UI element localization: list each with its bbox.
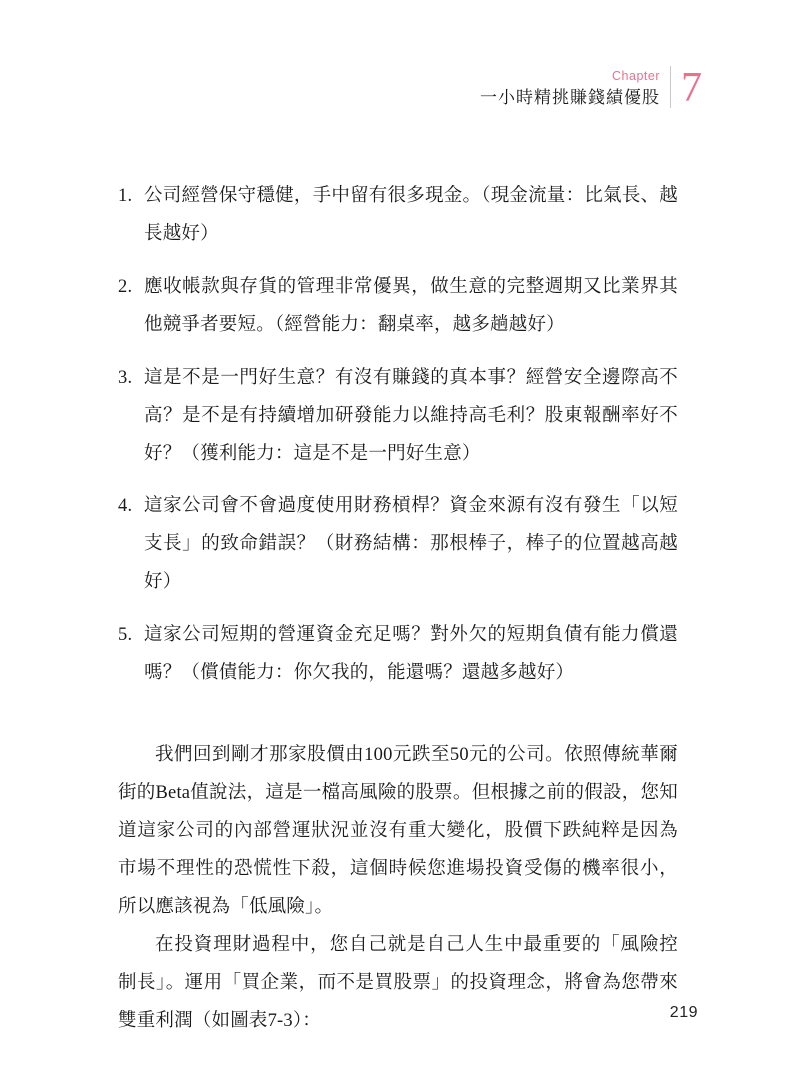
chapter-label: Chapter (612, 68, 660, 83)
list-item-text: 這家公司會不會過度使用財務槓桿？資金來源有沒有發生「以短支長」的致命錯誤？（財務結構：那根棒子，棒子的位置越高越好） (144, 496, 678, 593)
list-item (118, 488, 678, 602)
list-item-text: 這家公司短期的營運資金充足嗎？對外欠的短期負債有能力償還嗎？（償債能力：你欠我的，能還嗎？還越多越好） (144, 625, 678, 684)
page-number: 219 (669, 1004, 698, 1021)
running-head-divider (670, 66, 671, 108)
list-item (118, 269, 678, 345)
list-item (118, 178, 678, 254)
list-item-number: 4. (118, 496, 133, 517)
page-content (118, 178, 678, 1040)
list-item-text: 這是不是一門好生意？有沒有賺錢的真本事？經營安全邊際高不高？是不是有持續增加研發能力以維持高毛利？股東報酬率好不好？（獲利能力：這是不是一門好生意） (144, 367, 678, 464)
numbered-list (118, 178, 678, 693)
body-paragraph: 我們回到剛才那家股價由100元跌至50元的公司。依照傳統華爾街的Beta值說法，這是一檔高風險的股票。但根據之前的假設，您知道這家公司的內部營運狀況並沒有重大變化，股價下跌純粹是因為市場不理性的恐慌性下殺，這個時候您進場投資受傷的機率很小，所以應該視為「低風險」。 (118, 745, 678, 917)
running-head-text (480, 70, 670, 108)
list-item (118, 617, 678, 693)
running-head (480, 65, 702, 112)
list-item-number: 1. (118, 186, 133, 206)
list-item-text: 公司經營保守穩健，手中留有很多現金。（現金流量：比氣長、越長越好） (144, 186, 678, 244)
list-item-number: 3. (118, 367, 133, 388)
list-item-number: 2. (118, 276, 133, 297)
body-paragraph: 在投資理財過程中，您自己就是自己人生中最重要的「風險控制長」。運用「買企業，而不是買股票」的投資理念，將會為您帶來雙重利潤（如圖表7-3）： (118, 934, 678, 1031)
chapter-number: 7 (681, 65, 702, 112)
list-item (118, 360, 678, 474)
list-item-number: 5. (118, 625, 133, 646)
running-title: 一小時精挑賺錢績優股 (480, 87, 660, 107)
list-item-text: 應收帳款與存貨的管理非常優異，做生意的完整週期又比業界其他競爭者要短。（經營能力：翻桌率，越多趟越好） (144, 276, 678, 335)
